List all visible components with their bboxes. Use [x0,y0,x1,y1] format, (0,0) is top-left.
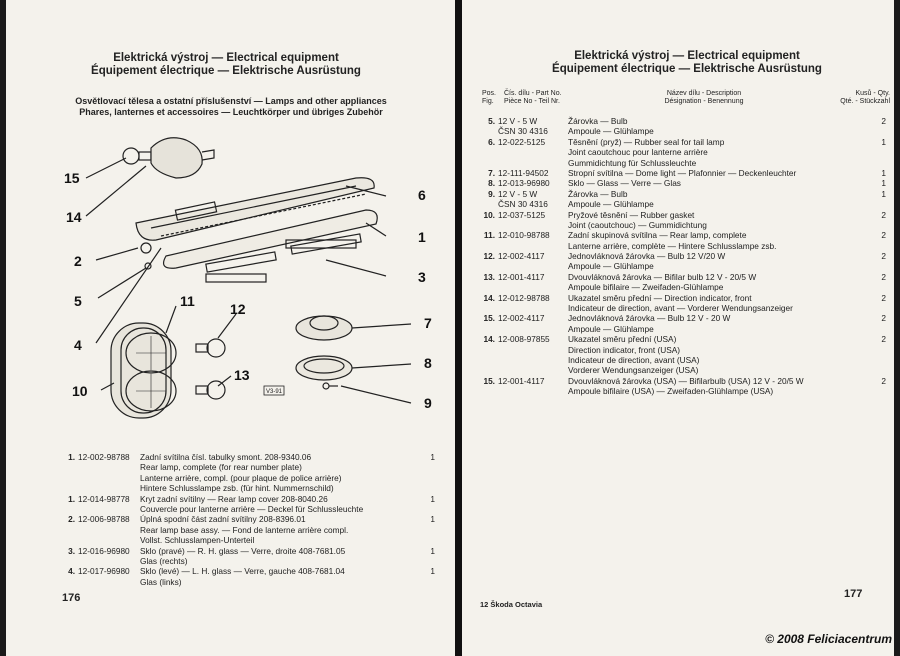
quantity: 1 [881,178,886,189]
part-description: Indicateur de direction, avant (USA) [568,354,700,365]
right-page-number: 177 [844,588,863,600]
part-description: Ampoule — Glühlampe [568,261,654,272]
parts-list-line [480,137,890,147]
callout-1: 1 [418,229,426,245]
left-header-line1: Elektrická výstroj — Electrical equipment [113,52,339,64]
position-number: 7. [488,167,495,178]
part-number: 12-001-4117 [498,271,545,282]
callout-13: 13 [234,367,250,383]
col-part-header [504,90,562,106]
parts-list-line [480,241,890,251]
part-description: Sklo — Glass — Verre — Glas [568,178,681,189]
part-number: 12-017-96980 [78,566,130,577]
part-description: Jednovláknová žárovka — Bulb 12 V/20 W [568,251,726,262]
col-qty-line1: Kusů - Qty. [855,90,890,97]
figure-code: V3-91 [266,389,283,395]
part-description: Sklo (levé) — L. H. glass — Verre, gauche 408-7681.04 [140,566,345,577]
parts-illustration [56,128,446,428]
group-lamp-illustration [111,323,176,418]
part-description: Ukazatel směru přední — Direction indicator, front [568,292,752,303]
part-number: 12-014-98778 [78,493,130,504]
col-part-line2: Pièce No - Teil Nr. [504,98,560,105]
position-number: 11. [483,230,495,241]
part-description: Direction indicator, front (USA) [568,344,681,355]
parts-list-line [480,189,890,199]
part-description: Stropní svítilna — Dome light — Plafonnier — Deckenleuchter [568,167,797,178]
part-description: Zadní svítilna čísl. tabulky smont. 208-9340.06 [140,452,312,462]
parts-list-line [480,178,890,188]
col-desc-line1: Název dílu - Description [666,90,742,97]
parts-list-line [60,556,440,566]
part-description: Ukazatel směru přední (USA) [568,334,677,345]
position-number: 3. [68,545,75,556]
callout-4: 4 [74,337,82,353]
right-header [462,50,900,76]
callout-2: 2 [74,253,82,269]
parts-list-line [60,577,440,587]
quantity: 1 [881,188,886,199]
callout-15: 15 [64,170,80,186]
parts-list-line [480,376,890,386]
parts-list-line [480,210,890,220]
callout-10: 10 [72,383,88,399]
parts-list-line [480,386,890,396]
parts-list-line [480,158,890,168]
parts-list-line [480,303,890,313]
left-parts-list [60,452,440,587]
part-number: 12-012-98788 [498,292,550,303]
part-description: Jednovláknová žárovka — Bulb 12 V - 20 W [568,313,731,324]
parts-list-line [480,220,890,230]
parts-list-line [60,566,440,576]
position-number: 14. [483,292,495,303]
left-subheader-line1: Osvětlovací tělesa a ostatní příslušenství — Lamps and other appliances [75,96,387,106]
part-description: Žárovka — Bulb [568,188,628,199]
quantity: 1 [881,136,886,147]
position-number: 6. [488,136,495,147]
part-number: 12-013-96980 [498,178,550,189]
right-parts-list [480,116,890,397]
position-number: 4. [68,566,75,577]
parts-list-line [480,282,890,292]
col-pos-header [482,90,496,106]
part-number: 12-002-4117 [498,313,545,324]
parts-list-line [60,452,440,462]
rear-lamp-assembly-illustration [136,178,377,282]
part-description: Kryt zadní svítilny — Rear lamp cover 208-8040.26 [140,493,328,504]
callout-11: 11 [180,293,195,309]
position-number: 5. [488,116,495,126]
parts-list-line [480,147,890,157]
part-number: 12 V - 5 W [498,116,538,126]
parts-list-line [480,116,890,126]
parts-list-line [60,546,440,556]
position-number: 12. [483,251,495,262]
part-number: 12-010-98788 [498,230,550,241]
parts-list-line [480,324,890,334]
quantity: 2 [881,313,886,324]
part-description: Couvercle pour lanterne arrière — Deckel für Schlussleuchte [140,503,364,514]
col-pos-line2: Fig. [482,98,494,105]
part-description: Ampoule — Glühlampe [568,126,654,137]
parts-list-line [60,504,440,514]
right-footer: 12 Škoda Octavia [480,600,543,609]
callout-9: 9 [424,395,432,411]
quantity: 1 [430,566,435,577]
part-description: Rear lamp, complete (for rear number plate) [140,462,302,473]
quantity: 2 [881,292,886,303]
parts-list-line [480,334,890,344]
parts-list-line [60,514,440,524]
part-description: Zadní skupinová svítilna — Rear lamp, complete [568,230,747,241]
parts-list-line [60,483,440,493]
quantity: 2 [881,116,886,126]
part-description: Žárovka — Bulb [568,116,628,126]
quantity: 2 [881,251,886,262]
bulb-illustration [123,148,151,164]
callout-14: 14 [66,209,82,225]
quantity: 1 [881,167,886,178]
quantity: 2 [881,271,886,282]
parts-list-line [480,365,890,375]
standard-number: ČSN 30 4316 [498,126,548,137]
parts-list-line [480,230,890,240]
callout-3: 3 [418,269,426,285]
position-number: 9. [488,188,495,199]
col-desc-header [624,90,784,106]
parts-list-line [60,462,440,472]
part-number: 12-111-94502 [498,167,549,178]
part-description: Vollst. Schlusslampen-Unterteil [140,535,255,546]
col-part-line1: Čís. dílu - Part No. [504,90,562,97]
part-number: 12-016-96980 [78,545,130,556]
part-number: 12-002-4117 [498,251,545,262]
part-number: 12-001-4117 [498,375,545,386]
position-number: 10. [483,209,495,220]
part-description: Ampoule — Glühlampe [568,199,654,210]
parts-list-line [60,535,440,545]
part-description: Dvouvláknová žárovka (USA) — Bifilarbulb (USA) 12 V - 20/5 W [568,375,804,386]
part-description: Vorderer Wendungsanzeiger (USA) [568,365,699,376]
parts-list-line [480,126,890,136]
lamp-socket-illustration [151,138,214,178]
part-description: Těsnění (pryž) — Rubber seal for tail lamp [568,136,725,147]
callout-5: 5 [74,293,82,309]
part-description: Glas (rechts) [140,555,188,566]
part-number: 12-002-98788 [78,452,130,462]
part-number: 12 V - 5 W [498,188,538,199]
left-header-line2: Équipement électrique — Elektrische Ausrüstung [91,65,361,77]
part-description: Indicateur de direction, avant — Vorderer Wendungsanzeiger [568,303,793,314]
parts-list-line [480,168,890,178]
position-number: 1. [68,493,75,504]
part-number: 12-037-5125 [498,209,546,220]
part-description: Hintere Schlusslampe zsb. (für hint. Nummernschild) [140,483,334,494]
part-description: Sklo (pravé) — R. H. glass — Verre, droite 408-7681.05 [140,545,346,556]
left-subheader [6,96,456,118]
col-pos-line1: Pos. [482,90,497,97]
parts-list-line [480,272,890,282]
part-description: Glas (links) [140,576,182,587]
quantity: 2 [881,334,886,345]
position-number: 15. [483,313,495,324]
part-number: 12-006-98788 [78,514,130,525]
part-description: Ampoule bifilaire — Zweifaden-Glühlampe [568,282,724,293]
part-description: Gummidichtung für Schlussleuchte [568,157,697,168]
part-description: Ampoule — Glühlampe [568,323,654,334]
callout-7: 7 [424,315,432,331]
quantity: 1 [430,493,435,504]
right-header-line1: Elektrická výstroj — Electrical equipment [574,50,800,62]
parts-list-line [480,313,890,323]
part-description: Dvouvláknová žárovka — Bifilar bulb 12 V - 20/5 W [568,271,757,282]
parts-list-line [480,345,890,355]
position-number: 15. [483,375,495,386]
left-header [6,52,446,78]
right-header-line2: Équipement électrique — Elektrische Ausrüstung [552,63,822,75]
part-description: Lanterne arrière, complète — Hintere Schlusslampe zsb. [568,240,777,251]
parts-list-line [480,293,890,303]
callout-12: 12 [230,301,246,317]
parts-list-line [60,494,440,504]
parts-list-line [60,525,440,535]
standard-number: ČSN 30 4316 [498,199,548,210]
quantity: 1 [430,452,435,462]
dome-light-illustration [296,316,352,389]
part-number: 12-022-5125 [498,136,546,147]
position-number: 8. [488,178,495,189]
parts-list-line [480,199,890,209]
quantity: 1 [430,514,435,525]
col-qty-line2: Qté. - Stückzahl [840,98,890,105]
quantity: 2 [881,375,886,386]
parts-list-line [480,261,890,271]
callout-8: 8 [424,355,432,371]
left-subheader-line2: Phares, lanternes et accessoires — Leuchtkörper und übriges Zubehör [79,107,383,117]
col-desc-line2: Désignation - Benennung [664,98,744,105]
part-description: Joint (caoutchouc) — Gummidichtung [568,219,707,230]
callout-6: 6 [418,187,426,203]
position-number: 14. [483,334,495,345]
quantity: 2 [881,230,886,241]
col-qty-header [812,90,890,106]
part-description: Lanterne arrière, compl. (pour plaque de police arrière) [140,472,342,483]
part-description: Rear lamp base assy. — Fond de lanterne arrière compl. [140,524,349,535]
quantity: 2 [881,209,886,220]
copyright-notice: © 2008 Feliciacentrum [765,632,892,646]
parts-list-line [60,473,440,483]
position-number: 1. [68,452,75,462]
right-page [462,0,894,656]
parts-list-line [480,355,890,365]
part-description: Joint caoutchouc pour lanterne arrière [568,147,708,158]
position-number: 13. [483,271,495,282]
position-number: 2. [68,514,75,525]
left-page [6,0,456,656]
parts-list-line [480,251,890,261]
part-description: Úplná spodní část zadní svítilny 208-8396.01 [140,514,306,525]
part-description: Ampoule bifilaire (USA) — Zweifaden-Glühlampe (USA) [568,386,774,397]
part-number: 12-008-97855 [498,334,550,345]
left-page-number: 176 [62,592,81,604]
part-description: Pryžové těsnění — Rubber gasket [568,209,695,220]
quantity: 1 [430,545,435,556]
